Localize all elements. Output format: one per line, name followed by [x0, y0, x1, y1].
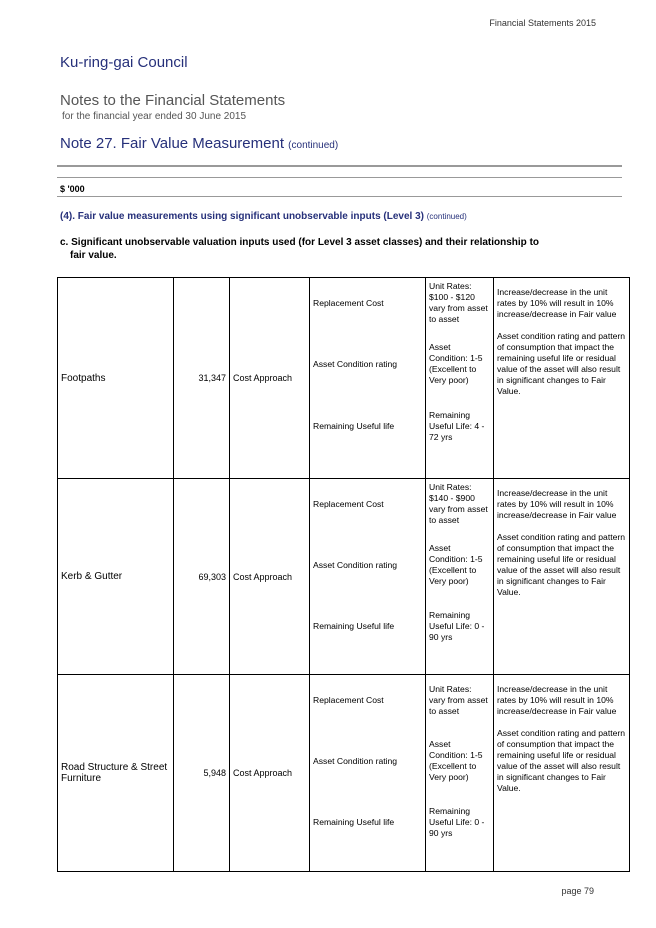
input-name: Asset Condition rating — [313, 559, 398, 570]
input-range: Unit Rates: vary from asset to asset — [429, 683, 488, 716]
input-range-cell — [426, 479, 494, 675]
section-heading — [60, 211, 467, 222]
valuation-technique-cell: Cost Approach — [230, 479, 310, 675]
fair-value-inputs-table — [57, 277, 630, 872]
subsection-heading — [60, 236, 600, 262]
relationship-text: Increase/decrease in the unit rates by 10% will result in 10% increase/decrease in Fair value — [497, 487, 617, 520]
input-name: Replacement Cost — [313, 498, 384, 509]
input-name-cell — [310, 479, 426, 675]
note-continued-label: (continued) — [288, 140, 339, 151]
relationship-text — [494, 601, 629, 651]
fair-value-cell: 69,303 — [174, 479, 230, 675]
input-range: Asset Condition: 1-5 (Excellent to Very poor) — [429, 739, 483, 782]
relationship-text — [494, 797, 629, 847]
table-row — [58, 675, 630, 872]
relationship-text — [494, 400, 629, 452]
input-range: Remaining Useful Life: 0 - 90 yrs — [429, 609, 485, 642]
input-range: Asset Condition: 1-5 (Excellent to Very poor) — [429, 543, 483, 586]
input-name: Replacement Cost — [313, 297, 384, 308]
relationship-text: Asset condition rating and pattern of consumption that impact the remaining useful life or residual value of the asset will also result in significant changes to Fair Value. — [497, 728, 626, 793]
relationship-text: Increase/decrease in the unit rates by 10% will result in 10% increase/decrease in Fair value — [497, 683, 617, 716]
relationship-text: Increase/decrease in the unit rates by 10% will result in 10% increase/decrease in Fair value — [497, 286, 617, 319]
relationship-text: Asset condition rating and pattern of consumption that impact the remaining useful life or residual value of the asset will also result in significant changes to Fair Value. — [497, 331, 626, 396]
input-range: Unit Rates: $100 - $120 vary from asset to asset — [429, 281, 488, 324]
subsection-line-2: fair value. — [70, 250, 117, 261]
input-name: Replacement Cost — [313, 694, 384, 705]
subsection-line-1: c. Significant unobservable valuation inputs used (for Level 3 asset classes) and their relationship to — [60, 237, 540, 248]
input-name: Remaining Useful life — [313, 620, 395, 631]
input-name: Asset Condition rating — [313, 358, 398, 369]
relationship-cell — [494, 278, 630, 479]
unit-bottom-rule — [57, 196, 622, 197]
document-header-title: Financial Statements 2015 — [489, 18, 596, 28]
relationship-text: Asset condition rating and pattern of consumption that impact the remaining useful life or residual value of the asset will also result in significant changes to Fair Value. — [497, 532, 626, 597]
section-continued-label: (continued) — [426, 212, 467, 221]
input-name: Remaining Useful life — [313, 420, 395, 431]
asset-class-cell: Road Structure & Street Furniture — [58, 675, 174, 872]
fair-value-cell: 31,347 — [174, 278, 230, 479]
valuation-technique-cell: Cost Approach — [230, 278, 310, 479]
input-range: Asset Condition: 1-5 (Excellent to Very poor) — [429, 342, 483, 385]
valuation-technique-cell: Cost Approach — [230, 675, 310, 872]
relationship-cell — [494, 675, 630, 872]
header-rule — [57, 165, 622, 167]
input-name: Asset Condition rating — [313, 755, 398, 766]
unit-label: $ '000 — [60, 184, 85, 194]
input-name-cell — [310, 675, 426, 872]
note-title — [60, 135, 338, 152]
relationship-cell — [494, 479, 630, 675]
notes-title: Notes to the Financial Statements — [60, 92, 286, 109]
organization-name: Ku-ring-gai Council — [60, 54, 188, 71]
input-range: Remaining Useful Life: 4 - 72 yrs — [429, 409, 485, 442]
input-range: Unit Rates: $140 - $900 vary from asset to asset — [429, 482, 488, 525]
table-row — [58, 479, 630, 675]
asset-class-cell: Kerb & Gutter — [58, 479, 174, 675]
input-name-cell — [310, 278, 426, 479]
page-number: page 79 — [561, 886, 594, 896]
notes-subtitle: for the financial year ended 30 June 2015 — [62, 111, 247, 122]
asset-class-cell: Footpaths — [58, 278, 174, 479]
input-range: Remaining Useful Life: 0 - 90 yrs — [429, 805, 485, 838]
input-name: Remaining Useful life — [313, 816, 395, 827]
input-range-cell — [426, 675, 494, 872]
section-heading-text: (4). Fair value measurements using significant unobservable inputs (Level 3) — [60, 211, 424, 222]
fair-value-cell: 5,948 — [174, 675, 230, 872]
table-row — [58, 278, 630, 479]
unit-top-rule — [57, 177, 622, 178]
note-title-text: Note 27. Fair Value Measurement — [60, 135, 284, 152]
input-range-cell — [426, 278, 494, 479]
